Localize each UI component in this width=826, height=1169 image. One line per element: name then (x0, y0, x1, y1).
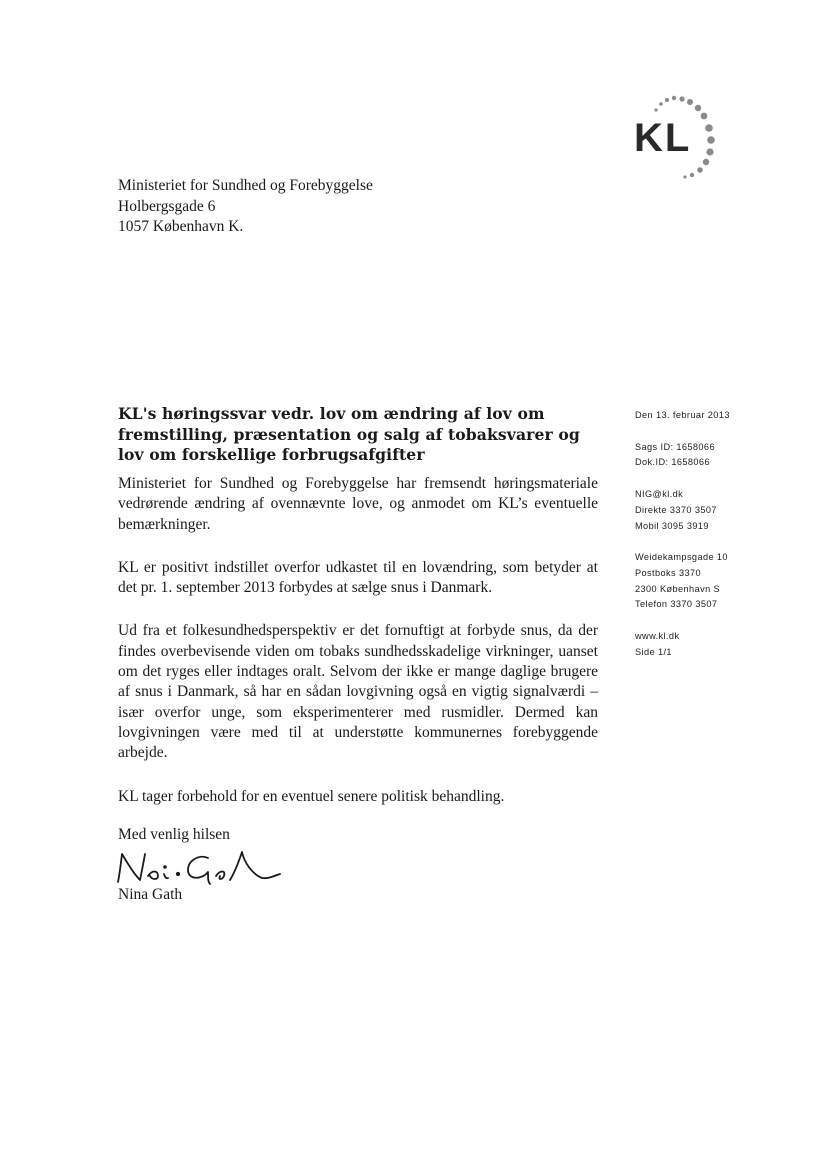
sender-pobox: Postboks 3370 (635, 567, 701, 578)
sender-website: www.kl.dk (635, 631, 680, 642)
letter-subject: KL's høringssvar vedr. lov om ændring af lov om fremstilling, præsentation og salg af tobaksvarer og lov om forskellige forbrugsafgifter (118, 404, 580, 464)
recipient-line: Ministeriet for Sundhed og Forebyggelse (118, 177, 373, 194)
letter-body (118, 474, 598, 830)
sender-city: 2300 København S (635, 583, 721, 594)
recipient-address (118, 176, 373, 238)
body-paragraph: Ud fra et folkesundhedsperspektiv er det fornuftigt at forbyde snus, da der findes overbevisende viden om tobaks sundhedsskadelige virkninger, uanset om det ryges eller indtages oralt. Selvom der ikke er mange daglige brugere af snus i Danmark, så har en sådan lovgivning også en vigtig signalværdi – især overfor unge, som eksperimenterer med rusmidler. Dermed kan lovgivningen være med til at understøtte kommunernes forebyggende arbejde. (118, 622, 598, 762)
page-number: Side 1/1 (635, 646, 672, 657)
handwritten-signature (112, 848, 292, 886)
web-group (635, 629, 765, 660)
case-group (635, 440, 765, 471)
address-group (635, 550, 765, 613)
body-paragraph: KL er positivt indstillet overfor udkastet til en lovændring, som betyder at det pr. 1. september 2013 forbydes at sælge snus i Danmark. (118, 558, 598, 597)
letter-sidebar (635, 408, 765, 676)
contact-direct: Direkte 3370 3507 (635, 504, 717, 515)
recipient-line: 1057 København K. (118, 218, 244, 235)
closing-salutation: Med venlig hilsen (118, 826, 230, 843)
contact-mobile: Mobil 3095 3919 (635, 520, 709, 531)
case-id: Sags ID: 1658066 (635, 441, 715, 452)
sender-street: Weidekampsgade 10 (635, 552, 728, 563)
sender-phone: Telefon 3370 3507 (635, 599, 718, 610)
contact-group (635, 487, 765, 534)
contact-email: NIG@kl.dk (635, 489, 684, 500)
letter-date: Den 13. februar 2013 (635, 410, 730, 420)
doc-id: Dok.ID: 1658066 (635, 457, 710, 468)
logo-wordmark: KL (634, 116, 692, 160)
body-paragraph: Ministeriet for Sundhed og Forebyggelse har fremsendt høringsmateriale vedrørende ændring af ovennævnte love, og anmodet om KL’s eventuelle bemærkninger. (118, 475, 598, 533)
date-group (635, 408, 765, 424)
signer-name: Nina Gath (118, 886, 183, 903)
body-paragraph: KL tager forbehold for en eventuel senere politisk behandling. (118, 787, 505, 805)
recipient-line: Holbergsgade 6 (118, 197, 216, 215)
